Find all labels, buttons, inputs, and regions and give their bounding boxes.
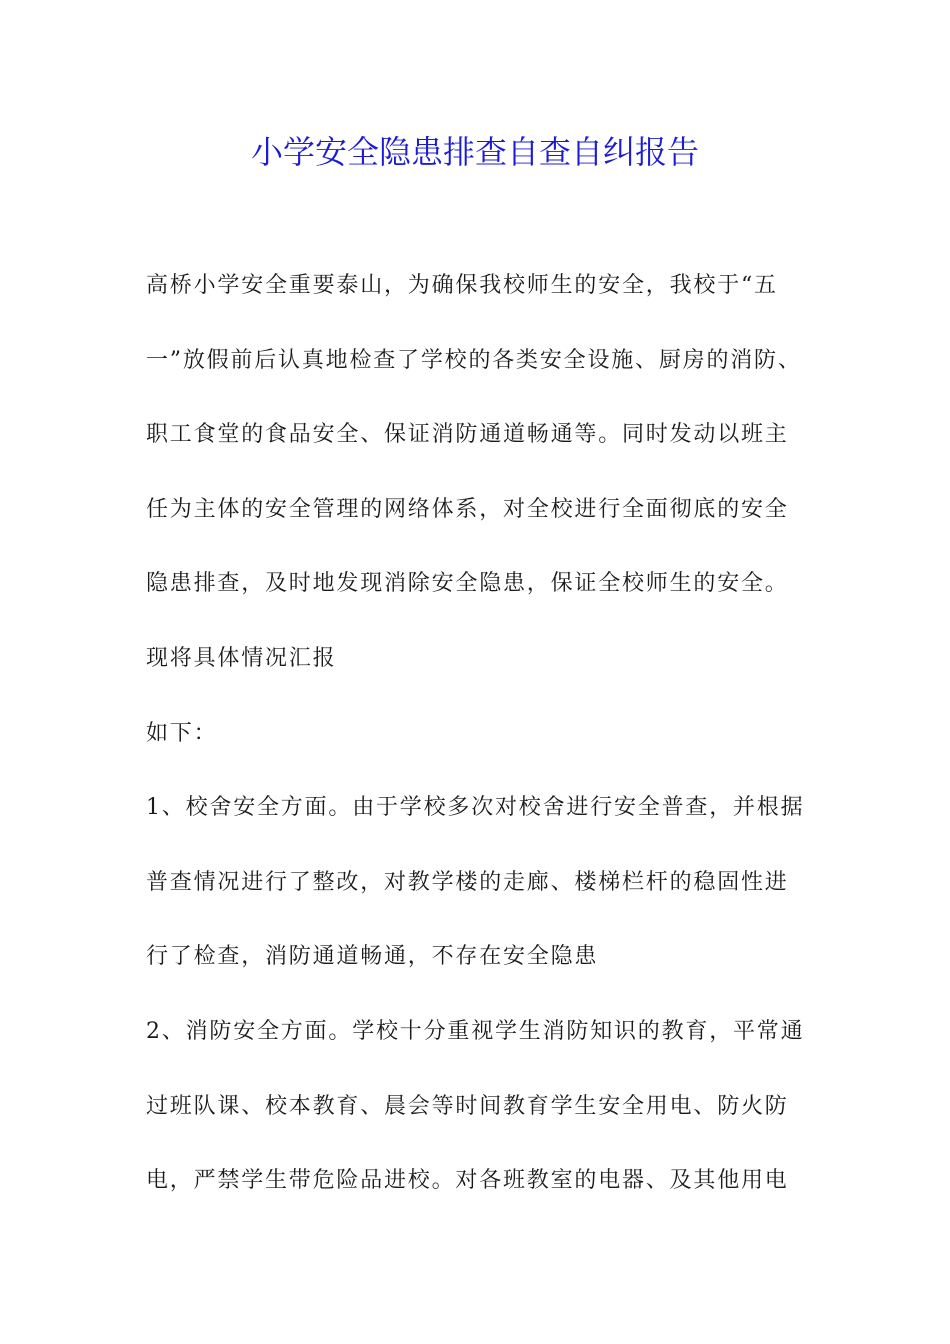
body-line: 2、消防安全方面。学校十分重视学生消防知识的教育，平常通	[146, 1018, 805, 1044]
body-line: 现将具体情况汇报	[146, 645, 337, 671]
body-line: 普查情况进行了整改，对教学楼的走廊、楼梯栏杆的稳固性进	[146, 869, 789, 895]
body-line: 如下：	[146, 720, 218, 746]
document-body	[146, 264, 816, 1234]
body-line: 隐患排查，及时地发现消除安全隐患，保证全校师生的安全。	[146, 571, 789, 597]
body-line: 职工食堂的食品安全、保证消防通道畅通等。同时发动以班主	[146, 422, 789, 448]
body-line: 任为主体的安全管理的网络体系，对全校进行全面彻底的安全	[146, 496, 789, 522]
body-line: 行了检查，消防通道畅通，不存在安全隐患	[146, 944, 599, 970]
body-line: 高桥小学安全重要泰山，为确保我校师生的安全，我校于“五	[146, 273, 778, 298]
body-line: 电，严禁学生带危险品进校。对各班教室的电器、及其他用电	[146, 1168, 789, 1194]
body-line: 1、校舍安全方面。由于学校多次对校舍进行安全普查，并根据	[146, 795, 805, 821]
body-line: 一”放假前后认真地检查了学校的各类安全设施、厨房的消防、	[146, 347, 802, 373]
body-line: 过班队课、校本教育、晨会等时间教育学生安全用电、防火防	[146, 1093, 789, 1119]
document-title: 小学安全隐患排查自查自纠报告	[250, 133, 699, 171]
